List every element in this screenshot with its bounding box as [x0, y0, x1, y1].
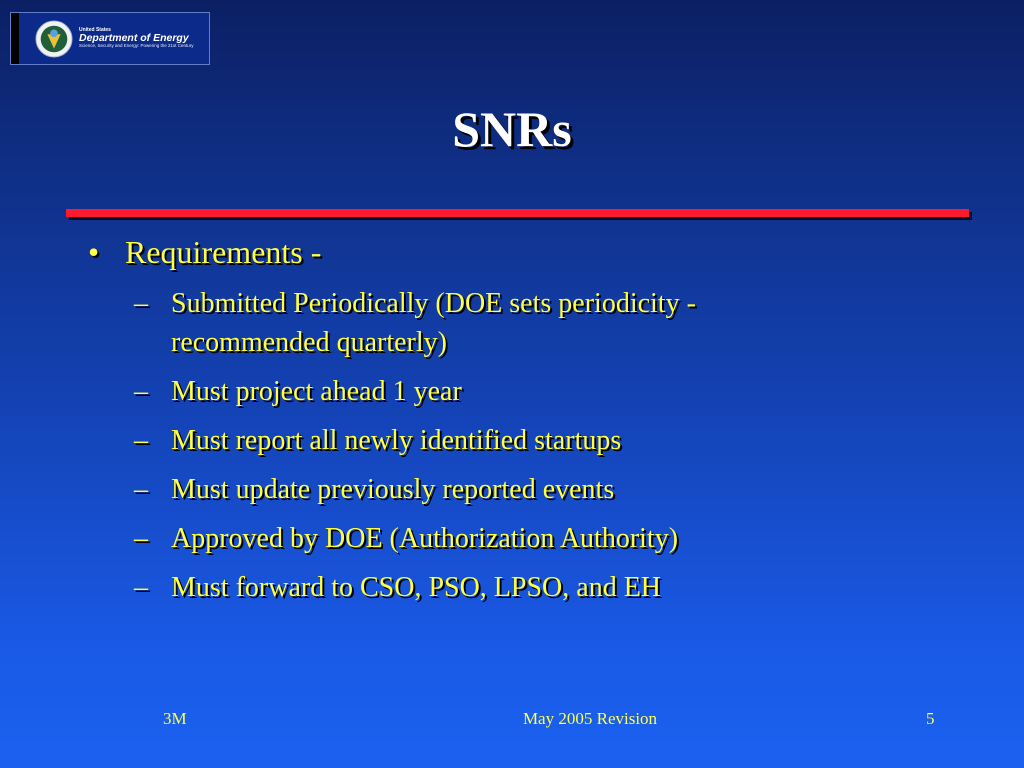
logo-edge-bar: [11, 13, 19, 64]
footer-left: 3M: [163, 709, 187, 728]
subitem-3: [134, 421, 988, 460]
footer-center: May 2005 Revision: [522, 709, 658, 728]
dash-icon: –: [134, 288, 148, 319]
bullet-text: Requirements -: [125, 234, 322, 270]
slide-title: SNRs: [452, 101, 572, 157]
subitem-text: Approved by DOE (Authorization Authority): [171, 523, 679, 554]
slide-body: [88, 230, 988, 607]
subitem-text: Must forward to CSO, PSO, LPSO, and EH: [171, 572, 662, 603]
subitem-text: Must project ahead 1 year: [171, 376, 462, 407]
logo-text: [79, 28, 194, 49]
bullet-dot-icon: •: [88, 234, 100, 270]
dash-icon: –: [134, 523, 148, 554]
doe-logo: [10, 12, 210, 65]
logo-tagline: Science, Security and Energy: Powering the 21st Century: [79, 43, 194, 49]
logo-small-text: United States: [79, 27, 111, 33]
subitem-text: Submitted Periodically (DOE sets periodicity - recommended quarterly): [171, 288, 696, 358]
page-number: 5: [926, 709, 935, 728]
subitem-1: [134, 284, 988, 362]
logo-main-text: Department of Energy: [79, 32, 189, 45]
subitem-2: [134, 372, 988, 411]
dash-icon: –: [134, 572, 148, 603]
dash-icon: –: [134, 474, 148, 505]
subitem-6: [134, 568, 988, 607]
subitem-5: [134, 519, 988, 558]
subitem-text: Must update previously reported events: [171, 474, 615, 505]
dash-icon: –: [134, 425, 148, 456]
subitem-text: Must report all newly identified startups: [171, 425, 622, 456]
subitem-4: [134, 470, 988, 509]
title-divider: [66, 209, 969, 217]
doe-seal-icon: [35, 20, 73, 58]
bullet-item: [88, 230, 988, 274]
dash-icon: –: [134, 376, 148, 407]
